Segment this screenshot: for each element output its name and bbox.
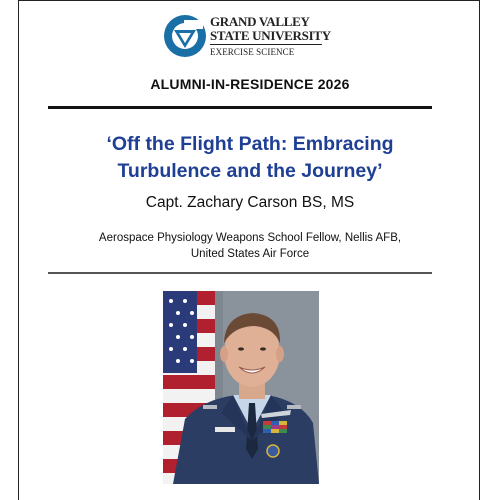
event-heading: ALUMNI-IN-RESIDENCE 2026	[150, 76, 350, 92]
talk-title-line-2: Turbulence and the Journey’	[117, 160, 383, 182]
speaker-affiliation	[30, 230, 470, 262]
divider-top	[48, 106, 432, 109]
talk-title	[20, 131, 480, 185]
logo-line-grand-valley: GRAND VALLEY	[210, 14, 310, 29]
speaker-photo	[163, 291, 319, 484]
divider-middle	[48, 272, 432, 274]
affiliation-line-1: Aerospace Physiology Weapons School Fellow, Nellis AFB,	[98, 232, 402, 244]
gv-logo-mark-icon	[163, 14, 207, 58]
talk-title-line-1: ‘Off the Flight Path: Embracing	[106, 133, 394, 155]
logo-line-state-university: STATE UNIVERSITY	[210, 28, 331, 43]
logo-line-exercise-science: EXERCISE SCIENCE	[210, 47, 295, 57]
speaker-name: Capt. Zachary Carson BS, MS	[145, 194, 355, 211]
university-logo	[163, 14, 331, 58]
affiliation-line-2: United States Air Force	[190, 248, 310, 260]
